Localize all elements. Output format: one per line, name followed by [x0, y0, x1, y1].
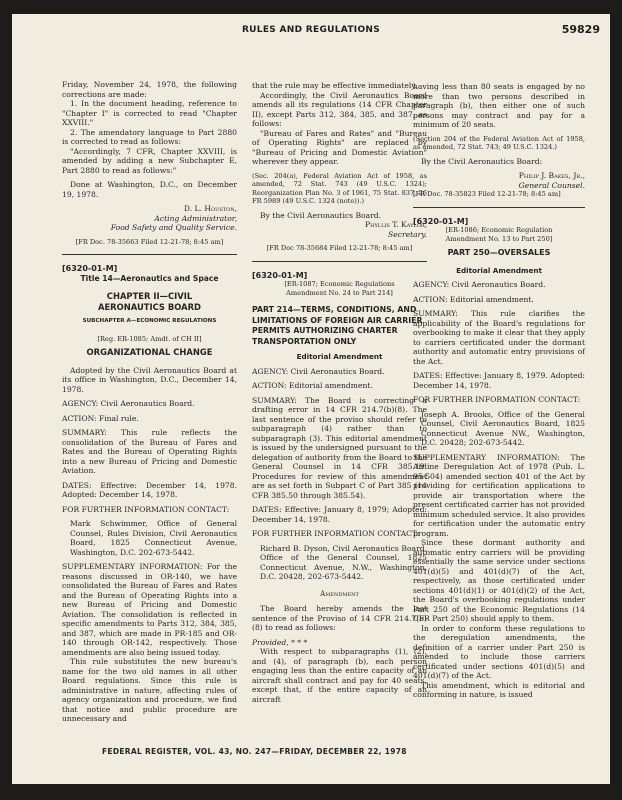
signature-title: Secretary. [388, 229, 427, 239]
contact-info: Richard B. Dyson, Civil Aeronautics Board, Office of the General Counsel, 1825 Connecticut Avenue, N.W., Washington, D.C. 20428, 202-673-5442. [260, 543, 427, 581]
regulation-ref: [ER-1087; Economic Regulations Amendment No. 24 to Part 214] [284, 280, 395, 297]
section-divider [62, 254, 237, 255]
fr-doc-line: [FR Doc 78-35684 Filed 12-21-78; 8:45 am] [266, 244, 413, 252]
column-1 [62, 80, 237, 724]
paragraph: This rule substitutes the new bureau's name for the two old names in all other Board regulations. Since this rule is administrative in nature, affecting rules of agency organization and procedure, we find that notice and public procedure are unnecessary and [62, 657, 237, 723]
signature-name: D. L. Houston, [183, 204, 237, 213]
paragraph: Friday, November 24, 1978, the following corrections are made: [62, 80, 237, 99]
action-line: ACTION: Final rule. [62, 413, 139, 423]
supplementary-info: SUPPLEMENTARY INFORMATION: The Airline Deregulation Act of 1978 (Pub. L. 95-504) amended section 401 of the Act by providing for certification applications to provide air transportation where the present certificated carrier has not provided minimum scheduled service. It also provides for certification under the automatic entry program. [413, 452, 585, 538]
supplementary-info: SUPPLEMENTARY INFORMATION: For the reasons discussed in OR-140, we have consolidated the Bureau of Fares and Rates and the Bureau of Operating Rights into a new Bureau of Pricing and Domestic Aviation. The consolidation is reflected in specific amendments to Parts 312, 384, 385, and 387, which are made in PR-185 and OR-140 through OR-142, respectively. Those amendments are also being issued today. [62, 562, 237, 657]
column-2 [252, 81, 427, 704]
paragraph: In order to conform these regulations to the deregulation amendments, the definition of a carrier under Part 250 is amended to include those carriers certificated under sections 401(d)(5) and 401(d)(7) of the Act. [413, 623, 585, 680]
page-number: 59829 [561, 23, 600, 36]
fr-doc-line: [FR Doc. 78-35823 Filed 12-21-78; 8:45 am] [413, 190, 561, 198]
signature-title: General Counsel. [518, 180, 585, 190]
action-line: ACTION: Editorial amendment. [252, 381, 373, 390]
amendment-label: Amendment [320, 589, 359, 598]
contact-info: Mark Schwimmer, Office of General Counsel, Rules Division, Civil Aeronautics Board, 1825 Connecticut Avenue, Washington, D.C. 202-673-5442. [70, 519, 237, 557]
part-title: PART 250—OVERSALES [447, 248, 551, 257]
paragraph: "Accordingly, 7 CFR, Chapter XXVIII, is amended by adding a new Subchapter E, Part 2880 to read as follows:" [62, 146, 237, 175]
paragraph: By the Civil Aeronautics Board. [260, 210, 382, 220]
signature-name: Phyllis T. Kaylor, [365, 220, 427, 229]
chapter-heading: CHAPTER II—CIVIL AERONAUTICS BOARD [97, 291, 202, 312]
document-page [12, 14, 610, 784]
agency-line: AGENCY: Civil Aeronautics Board. [62, 399, 195, 408]
document-title: ORGANIZATIONAL CHANGE [86, 347, 213, 357]
contact-info: Joseph A. Brooks, Office of the General Counsel, Civil Aeronautics Board, 1825 Connecticut Avenue NW., Washington, D.C. 20428; 202-673-5442. [421, 409, 585, 447]
signature-title: Food Safety and Quality Service. [110, 223, 237, 232]
contact-heading: FOR FURTHER INFORMATION CONTACT: [252, 529, 420, 538]
paragraph: that the rule may be effective immediately. [252, 81, 417, 90]
action-line: ACTION: Editorial amendment. [413, 294, 534, 304]
section-divider [413, 207, 585, 208]
summary-paragraph: SUMMARY: This rule clarifies the applicability of the Board's regulations for overbooking to make it clear that they apply to carriers certificated under the dormant authority and automatic entry provisions of the Act. [413, 309, 585, 366]
authority-citation: (Section 204 of the Federal Aviation Act of 1958, as amended, 72 Stat. 743; 49 U.S.C. 1324.) [413, 134, 585, 151]
paragraph: "Bureau of Fares and Rates" and "Bureau of Operating Rights" are replaced by "Bureau of Pricing and Domestic Aviation" wherever they appear. [252, 128, 427, 166]
signature-title: Acting Administrator, [154, 213, 237, 223]
amendment-heading: Editorial Amendment [296, 352, 383, 361]
part-title: PART 214—TERMS, CONDITIONS, AND LIMITATIONS OF FOREIGN AIR CARRIER PERMITS AUTHORIZING CHARTER TRANSPORTATION ONLY [252, 305, 423, 346]
paragraph: 2. The amendatory language to Part 2880 is corrected to read as follows: [62, 127, 237, 146]
signature-name: Philip J. Bakes, Jr., [518, 171, 585, 180]
contact-heading: FOR FURTHER INFORMATION CONTACT: [62, 504, 230, 514]
paragraph: having less than 80 seats is engaged by no more than two persons described in paragraph (b), then either one of such persons may contract and pay for a minimum of 20 seats. [413, 82, 585, 129]
contact-heading: FOR FURTHER INFORMATION CONTACT: [413, 395, 581, 404]
section-title: RULES AND REGULATIONS [241, 25, 381, 35]
agency-line: AGENCY: Civil Aeronautics Board. [252, 366, 385, 376]
summary-paragraph: SUMMARY: This rule reflects the consolidation of the Bureau of Fares and Rates and the Bureau of Operating Rights into a new Bureau of Pricing and Domestic Aviation. [62, 428, 237, 475]
paragraph: Accordingly, the Civil Aeronautics Board amends all its regulations (14 CFR Chapter II), except Parts 312, 384, 385, and 387, as follows: [252, 90, 427, 128]
paragraph: 1. In the document heading, reference to "Chapter I" is corrected to read "Chapter XXVIII." [62, 99, 237, 127]
column-3 [413, 82, 585, 700]
page-footer: FEDERAL REGISTER, VOL. 43, NO. 247—FRIDAY, DECEMBER 22, 1978 [102, 747, 407, 756]
document-id: [6320-01-M] [62, 264, 118, 273]
document-id: [6320-01-M] [413, 216, 469, 226]
paragraph: Done at Washington, D.C., on December 19, 1978. [62, 180, 237, 199]
paragraph: Since these dormant authority and automatic entry carriers will be providing essentially the same service under sections 401(d)(5) and 401(d)(7) of the Act, respectively, as those certificated under sections 401(d)(1) or 401(d)(2) of the Act, the Board's overbooking regulations under Part 250 of the Economic Regulations (14 CFR Part 250) should apply to them. [413, 538, 585, 623]
fr-doc-line: [FR Doc. 78-35663 Filed 12-21-78; 8:45 am] [75, 237, 224, 246]
paragraph: With respect to subparagraphs (1), (2), and (4), of paragraph (b), each person engaging less than the entire capacity of an aircraft shall contract and pay for 40 seats, except that, if the entire capacity of an aircraft [252, 647, 427, 704]
agency-line: AGENCY: Civil Aeronautics Board. [413, 280, 546, 289]
page-header [12, 22, 610, 40]
authority-citation: (Sec. 204(a), Federal Aviation Act of 1958, as amended, 72 Stat. 743 (49 U.S.C. 1324); Reorganization Plan No. 3 of 1961, 75 Stat. 837, 26 FR 5989 (49 U.S.C. 1324 (note)).) [252, 171, 427, 205]
section-divider [252, 261, 427, 262]
amendment-heading: Editorial Amendment [456, 265, 542, 275]
paragraph: Adopted by the Civil Aeronautics Board at its office in Washington, D.C., December 14, 1978. [62, 365, 237, 394]
paragraph: The Board hereby amends the last sentence of the Proviso of 14 CFR 214.7(b)(8) to read as follows: [252, 604, 427, 632]
summary-paragraph: SUMMARY: The Board is correcting a drafting error in 14 CFR 214.7(b)(8). The last sentence of the proviso should refer to subparagraph (4) rather than to subparagraph (3). This editorial amendment is issued by the undersigned pursuant to the delegation of authority from the Board to the General Counsel in 14 CFR 385.19. Procedures for review of this amendment are as set forth in Subpart C of Part 385 (14 CFR 385.50 through 385.54). [252, 395, 427, 500]
subchapter-heading: SUBCHAPTER A—ECONOMIC REGULATIONS [82, 318, 217, 324]
dates-line: DATES: Effective: January 8, 1979; Adopted: December 14, 1978. [252, 505, 427, 524]
regulation-ref: [Reg. ER-1085; Amdt. of CH II] [97, 334, 202, 343]
dates-line: DATES: Effective: January 8, 1979. Adopted: December 14, 1978. [413, 371, 585, 390]
document-id: [6320-01-M] [252, 270, 308, 280]
provided-clause: Provided, * * * [252, 637, 308, 647]
paragraph: This amendment, which is editorial and conforming in nature, is issued [413, 680, 585, 699]
paragraph: By the Civil Aeronautics Board: [421, 156, 543, 166]
title-heading: Title 14—Aeronautics and Space [80, 273, 219, 283]
dates-line: DATES: Effective: December 14, 1978. Adopted: December 14, 1978. [62, 480, 237, 499]
regulation-ref: [ER-1086; Economic Regulation Amendment No. 13 to Part 250] [445, 226, 553, 243]
